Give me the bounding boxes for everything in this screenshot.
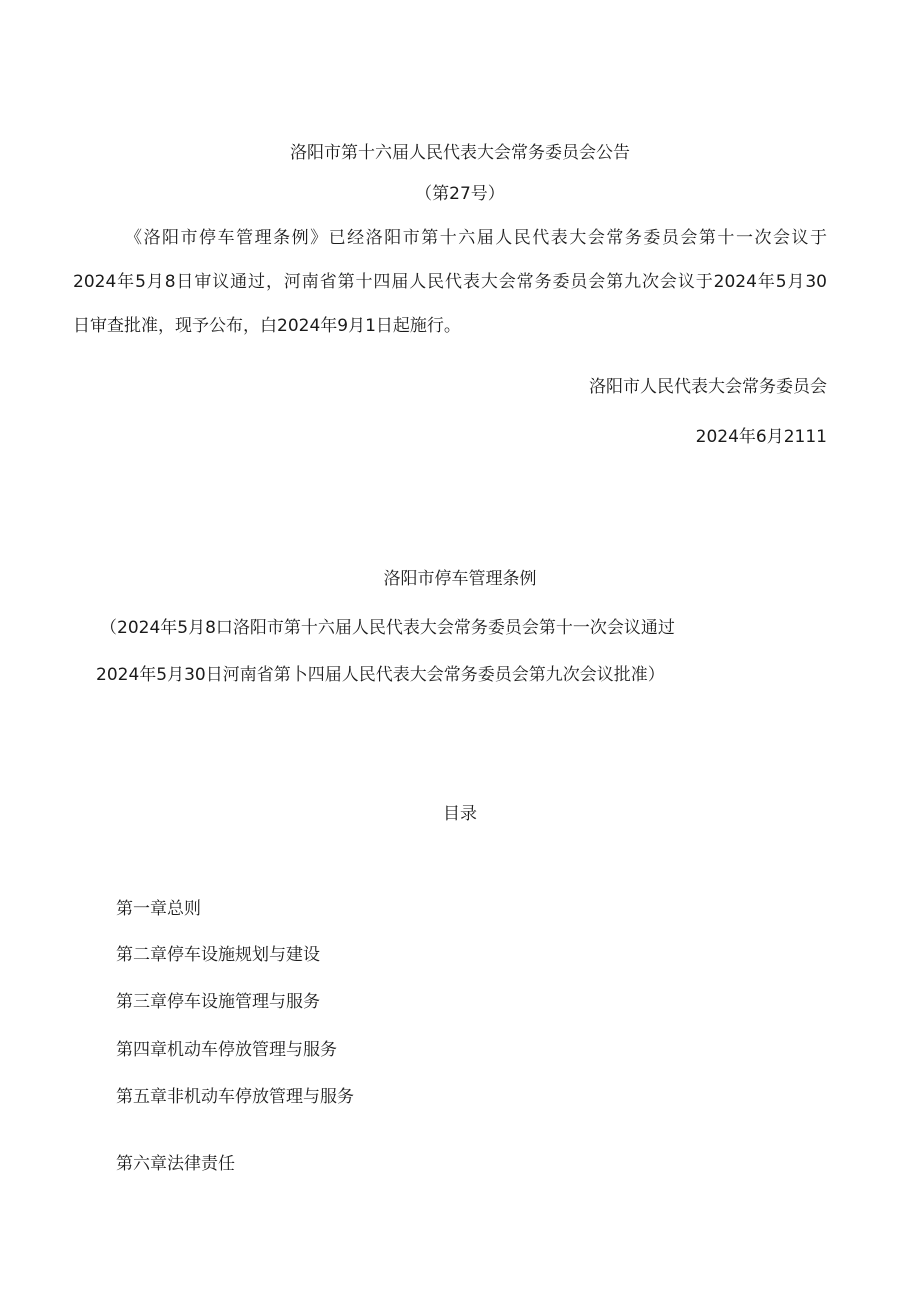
announcement-number: （第27号）	[415, 184, 505, 204]
announcement-title: 洛阳市第十六届人民代表大会常务委员会公告	[290, 143, 630, 163]
toc-item-chapter-6: 第六章法律责任	[116, 1154, 235, 1174]
toc-heading: 目录	[443, 804, 477, 824]
announcement-body-line-2: 2024年5月8日审议通过，河南省第十四届人民代表大会常务委员会第九次会议于2024年5月30	[73, 272, 827, 292]
announcement-body-line-1: 《洛阳市停车管理条例》已经洛阳市第十六届人民代表大会常务委员会第十一次会议于	[125, 228, 827, 248]
toc-item-chapter-4: 第四章机动车停放管理与服务	[116, 1040, 337, 1060]
regulation-title: 洛阳市停车管理条例	[383, 569, 537, 589]
regulation-note-line-2: 2024年5月30日河南省第卜四届人民代表大会常务委员会第九次会议批准）	[96, 665, 665, 685]
announcement-body-line-3: 日审查批准，现予公布，白2024年9月1日起施行。	[73, 316, 461, 336]
toc-item-chapter-5: 第五章非机动车停放管理与服务	[116, 1087, 354, 1107]
announcement-issuer: 洛阳市人民代表大会常务委员会	[589, 377, 827, 397]
toc-item-chapter-3: 第三章停车设施管理与服务	[116, 992, 320, 1012]
toc-item-chapter-1: 第一章总则	[116, 899, 201, 919]
announcement-date: 2024年6月2111	[695, 427, 827, 447]
toc-item-chapter-2: 第二章停车设施规划与建设	[116, 945, 320, 965]
regulation-note-line-1: （2024年5月8口洛阳市第十六届人民代表大会常务委员会第十一次会议通过	[100, 618, 675, 638]
